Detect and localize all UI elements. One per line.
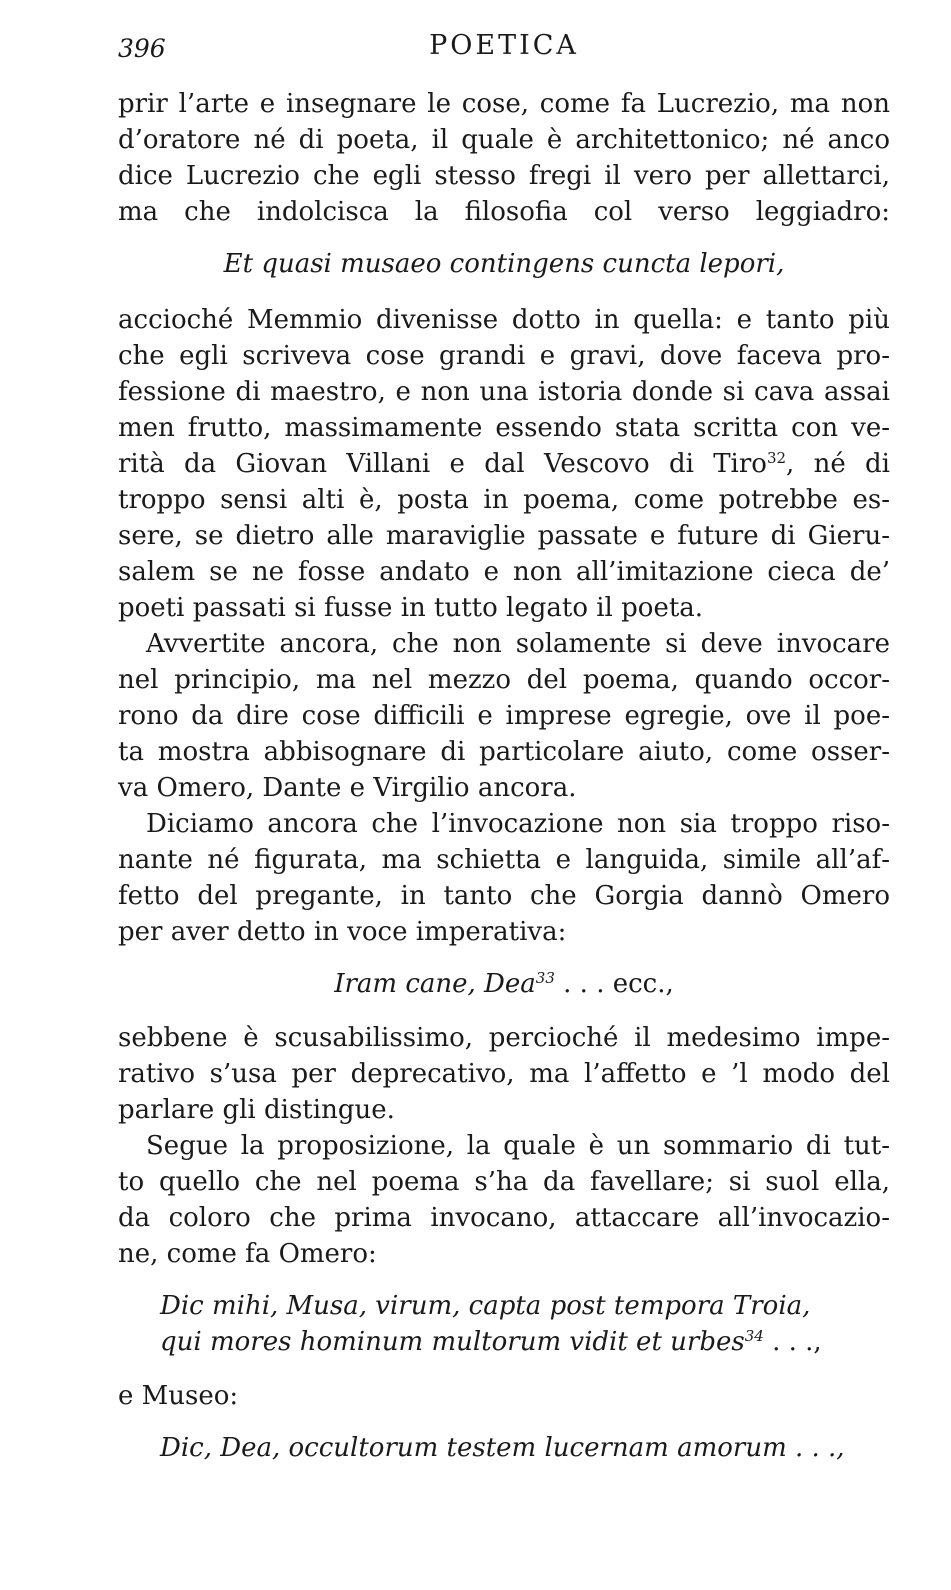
verse-fragment: qui mores hominum multorum vidit et urbes [160,1327,745,1357]
running-title: POETICA [429,30,579,61]
text-line: men frutto, massimamente essendo stata scritta con ve‐ [118,413,890,443]
verse-quotation: Dic mihi, Musa, virum, capta post tempora Troia, [160,1291,811,1321]
verse-fragment: . . ., [763,1327,822,1357]
verse-quotation [160,1324,822,1360]
text-line: parlare gli distingue. [118,1095,395,1125]
text-line: nante né figurata, ma schietta e languida, simile all’af‐ [118,845,890,875]
footnote-marker: 34 [744,1327,764,1345]
page-number: 396 [118,34,166,63]
text-line: rono da dire cose difficili e imprese egregie, ove il poe‐ [118,701,890,731]
text-line: va Omero, Dante e Virgilio ancora. [118,773,577,803]
text-line: dice Lucrezio che egli stesso fregi il vero per allettarci, [118,161,890,191]
footnote-marker: 32 [766,449,787,467]
text-line: da coloro che prima invocano, attaccare all’invocazio‐ [118,1203,890,1233]
text-line: fetto del pregante, in tanto che Gorgia dannò Omero [118,881,890,911]
text-line: accioché Memmio divenisse dotto in quella: e tanto più [118,305,890,335]
verse-quotation [118,966,890,1002]
page-header [118,30,890,70]
text-line: nel principio, ma nel mezzo del poema, quando occor‐ [118,665,890,695]
text-line: per aver detto in voce imperativa: [118,917,567,947]
text-line: sere, se dietro alle maraviglie passate e future di Gieru‐ [118,521,890,551]
text-line: Avvertite ancora, che non solamente si deve invocare [146,629,890,659]
text-line: sebbene è scusabilissimo, percioché il medesimo impe‐ [118,1023,890,1053]
text-line: to quello che nel poema s’ha da favellare; si suol ella, [118,1167,890,1197]
verse-fragment: Iram cane, Dea [334,969,536,999]
text-line: Segue la proposizione, la quale è un sommario di tut‐ [146,1131,890,1161]
text-line: ta mostra abbisognare di particolare aiuto, come osser‐ [118,737,890,767]
text-line: prir l’arte e insegnare le cose, come fa Lucrezio, ma non [118,89,890,119]
text-fragment: , né di [786,449,890,479]
text-line: che egli scriveva cose grandi e gravi, dove faceva pro‐ [118,341,890,371]
text-line: salem se ne fosse andato e non all’imitazione cieca de’ [118,557,890,587]
text-line [118,446,890,482]
text-line: troppo sensi alti è, posta in poema, come potrebbe es‐ [118,485,890,515]
text-line: ma che indolcisca la filosofia col verso leggiadro: [118,197,890,227]
text-line: ne, come fa Omero: [118,1239,377,1269]
verse-quotation: Dic, Dea, occultorum testem lucernam amorum . . ., [160,1433,845,1463]
text-line: Diciamo ancora che l’invocazione non sia troppo riso‐ [146,809,890,839]
verse-fragment: . . . ecc., [554,969,674,999]
text-line: d’oratore né di poeta, il quale è architettonico; né anco [118,125,890,155]
verse-quotation: Et quasi musaeo contingens cuncta lepori, [223,249,785,279]
text-fragment: rità da Giovan Villani e dal Vescovo di Tiro [118,449,767,479]
text-line: rativo s’usa per deprecativo, ma l’affetto e ’l modo del [118,1059,890,1089]
text-line: e Museo: [118,1381,239,1411]
text-line: fessione di maestro, e non una istoria donde si cava assai [118,377,890,407]
text-line: poeti passati si fusse in tutto legato il poeta. [118,593,704,623]
footnote-marker: 33 [535,969,555,987]
